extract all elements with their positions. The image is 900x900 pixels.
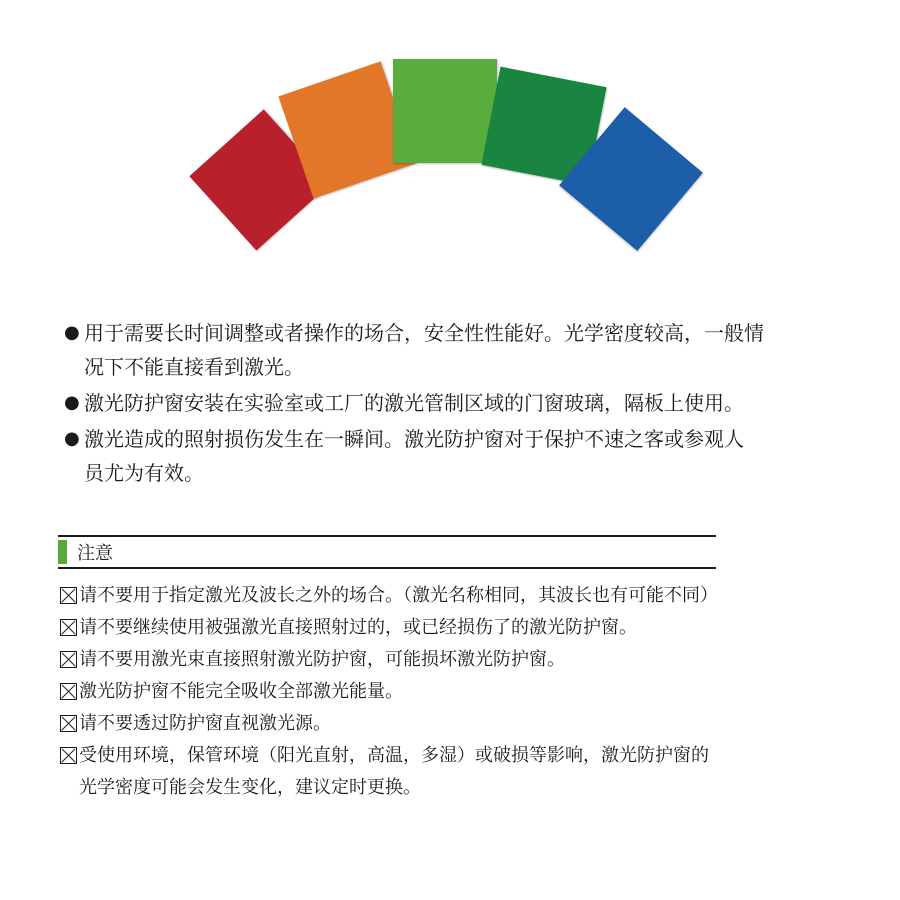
filter-panels-image xyxy=(180,50,720,270)
bullet-dot-icon: ● xyxy=(64,392,80,413)
caution-text: 请不要用于指定激光及波长之外的场合。（激光名称相同，其波长也有可能不同） xyxy=(79,585,718,606)
caution-item xyxy=(60,676,725,708)
caution-item xyxy=(60,740,725,804)
crossed-box-icon xyxy=(60,619,77,636)
caution-text: 请不要用激光束直接照射激光防护窗，可能损坏激光防护窗。 xyxy=(79,649,565,670)
caution-bottom-divider xyxy=(58,567,716,569)
feature-item xyxy=(64,316,844,384)
caution-item xyxy=(60,644,725,676)
caution-header xyxy=(58,540,113,564)
bullet-dot-icon: ● xyxy=(64,322,80,343)
caution-item xyxy=(60,708,725,740)
crossed-box-icon xyxy=(60,683,77,700)
feature-text: 激光防护窗安装在实验室或工厂的激光管制区域的门窗玻璃，隔板上使用。 xyxy=(84,391,744,415)
caution-item xyxy=(60,612,725,644)
caution-top-divider xyxy=(58,535,716,537)
bullet-dot-icon: ● xyxy=(64,428,80,449)
caution-text: 请不要透过防护窗直视激光源。 xyxy=(79,713,331,734)
feature-text: 激光造成的照射损伤发生在一瞬间。激光防护窗对于保护不速之客或参观人 员尤为有效。 xyxy=(84,427,744,485)
crossed-box-icon xyxy=(60,651,77,668)
caution-text: 受使用环境，保管环境（阳光直射，高温，多湿）或破损等影响，激光防护窗的光学密度可能会发生变化，建议定时更换。 xyxy=(79,745,709,798)
crossed-box-icon xyxy=(60,747,77,764)
caution-accent-bar xyxy=(58,540,67,564)
feature-text: 用于需要长时间调整或者操作的场合，安全性性能好。光学密度较高，一般情 况下不能直接看到激光。 xyxy=(84,321,764,379)
caution-text: 激光防护窗不能完全吸收全部激光能量。 xyxy=(79,681,403,702)
feature-item xyxy=(64,422,844,490)
caution-item xyxy=(60,580,725,612)
caution-title: 注意 xyxy=(77,543,113,564)
crossed-box-icon xyxy=(60,715,77,732)
feature-list xyxy=(64,316,844,490)
caution-text: 请不要继续使用被强激光直接照射过的，或已经损伤了的激光防护窗。 xyxy=(79,617,637,638)
light-green-filter-panel xyxy=(393,59,497,163)
crossed-box-icon xyxy=(60,587,77,604)
feature-item xyxy=(64,386,844,420)
caution-list xyxy=(60,580,725,804)
